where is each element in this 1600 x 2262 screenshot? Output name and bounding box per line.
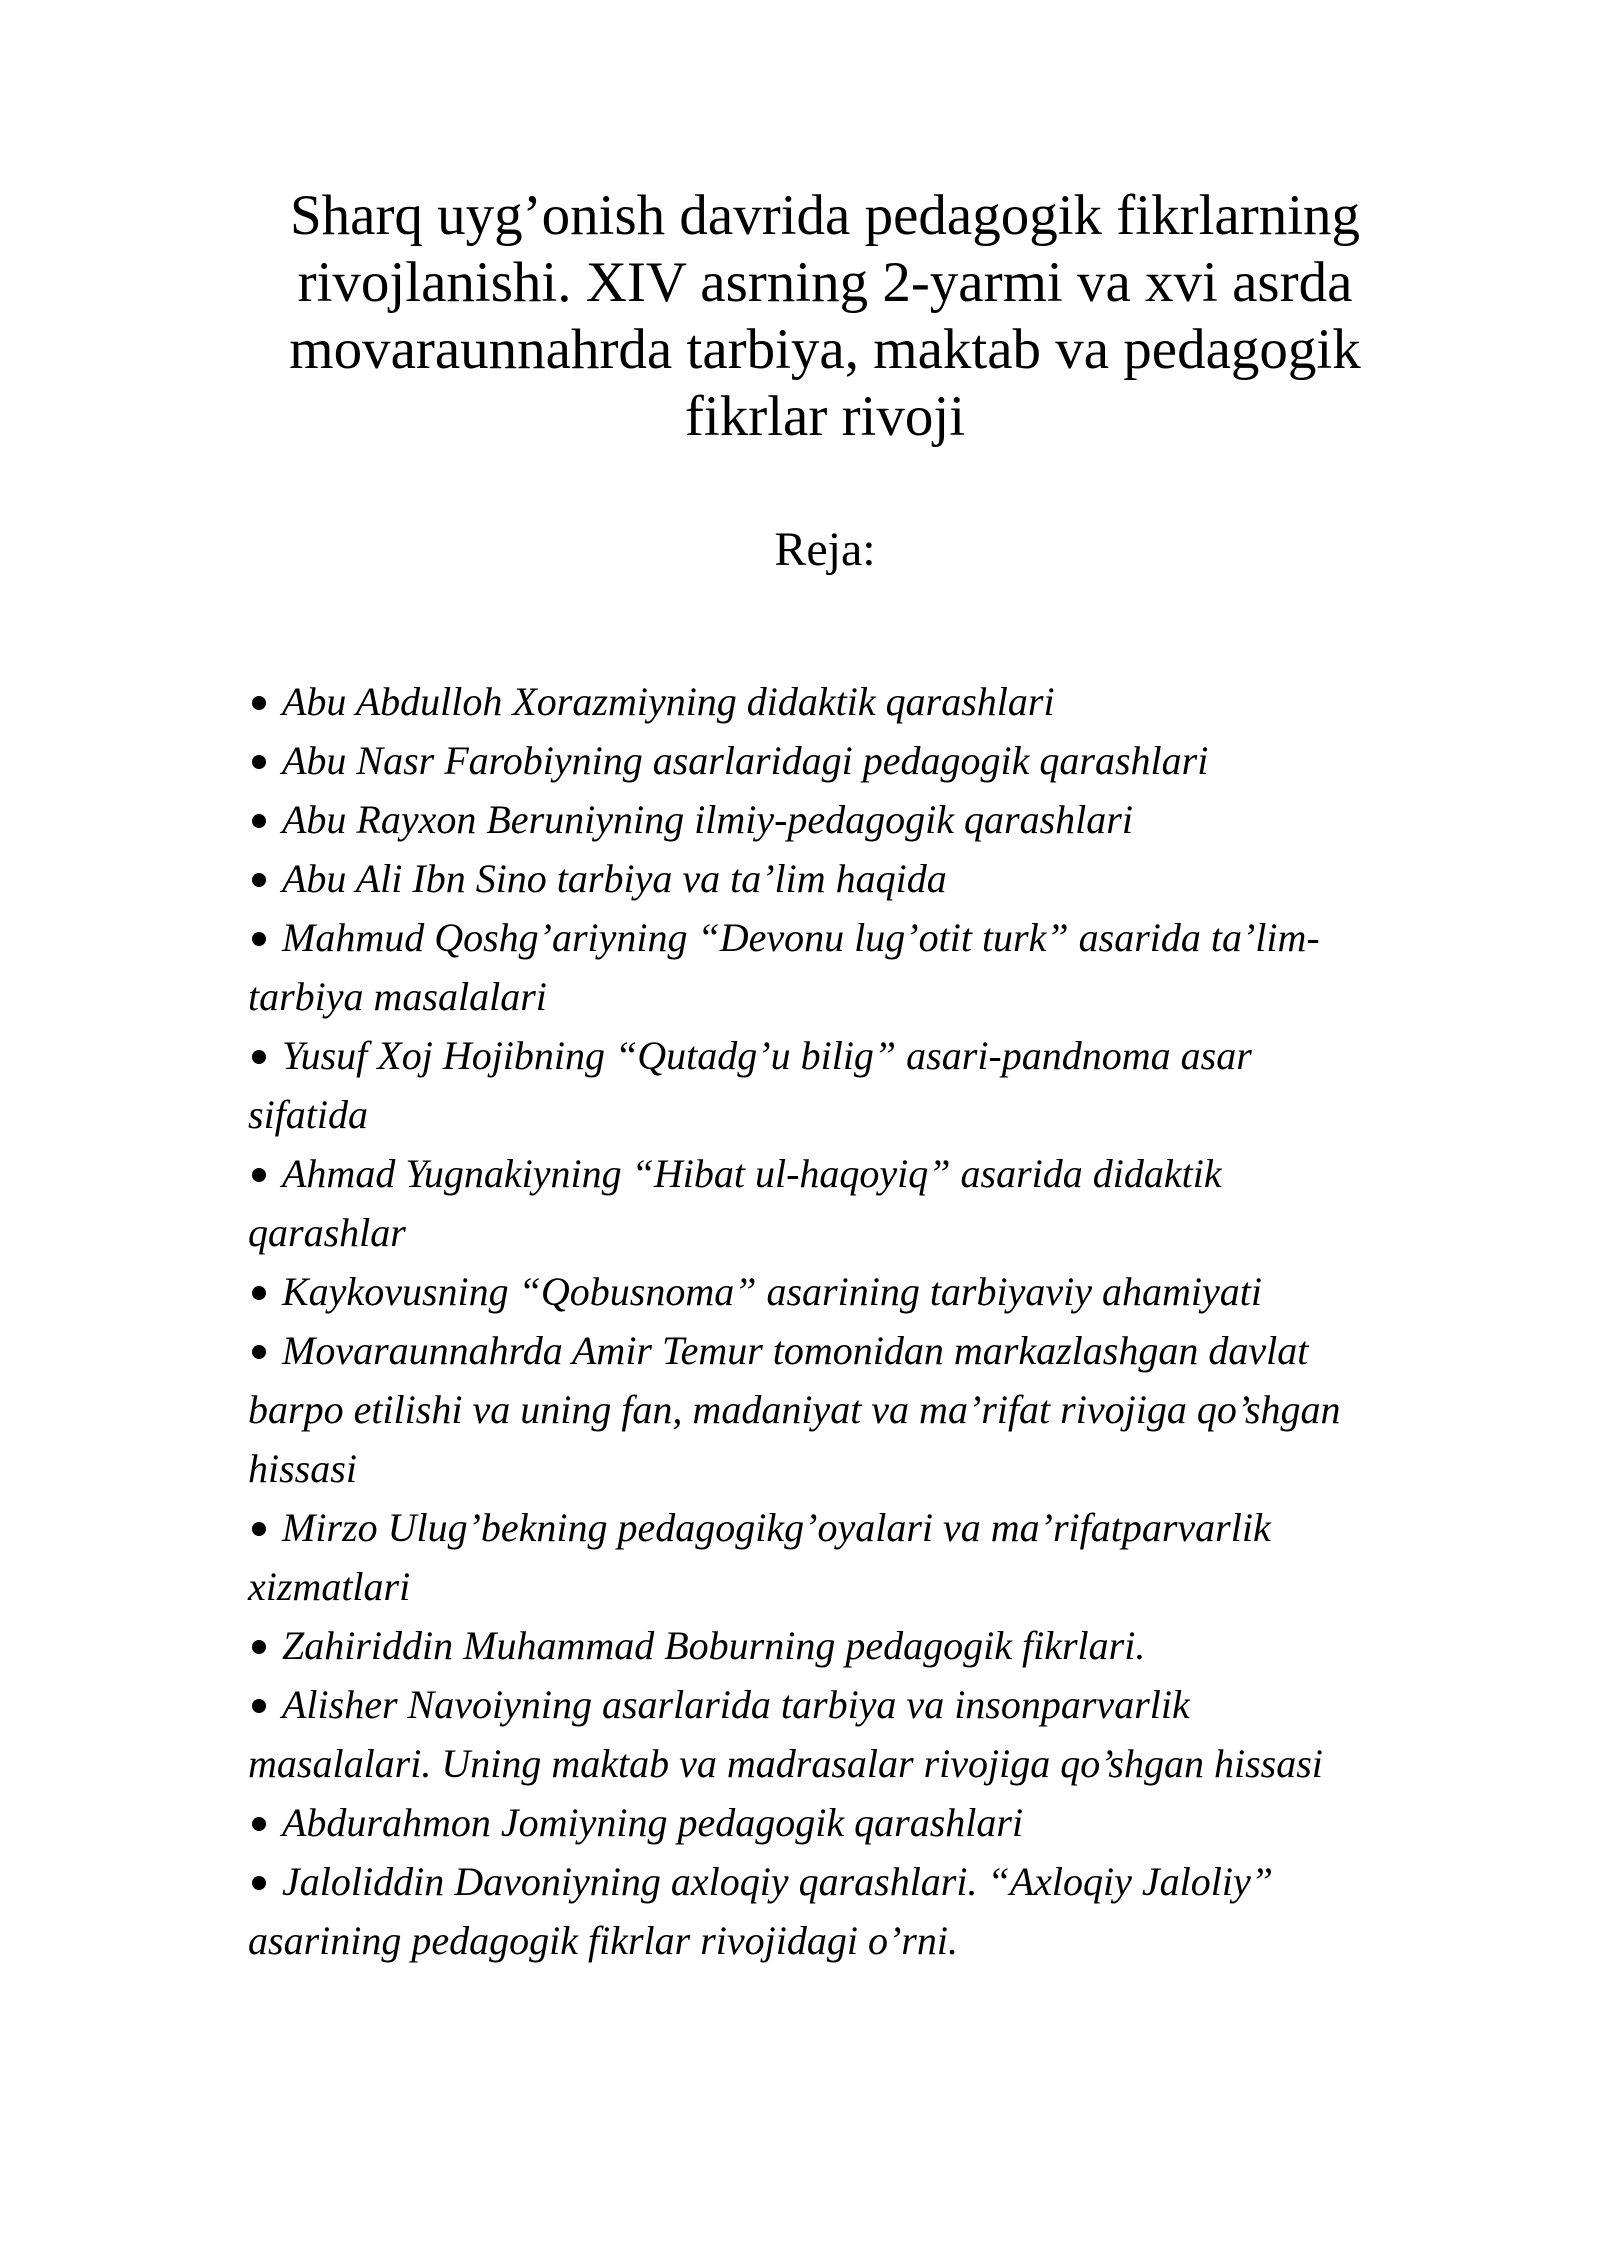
plan-item-text: Alisher Navoiyning asarlarida tarbiya va insonparvarlik masalalari. Uning maktab va madrasalar rivojiga qo’shgan hissasi [248, 1682, 1323, 1786]
plan-item [248, 1852, 1478, 1970]
plan-item [248, 1498, 1478, 1616]
plan-item-text: Abu Ali Ibn Sino tarbiya va ta’lim haqida [282, 856, 947, 901]
bullet-icon [252, 755, 266, 769]
bullet-icon [252, 696, 266, 710]
plan-item [248, 731, 1478, 790]
plan-item-text: Mirzo Ulug’bekning pedagogikg’oyalari va ma’rifatparvarlik xizmatlari [248, 1505, 1271, 1609]
plan-item-text: Yusuf Xoj Hojibning “Qutadg’u bilig” asari-pandnoma asar sifatida [248, 1033, 1252, 1137]
plan-item [248, 908, 1478, 1026]
bullet-icon [252, 1168, 266, 1182]
bullet-icon [252, 1286, 266, 1300]
plan-item [248, 672, 1478, 731]
plan-item-text: Jaloliddin Davoniyning axloqiy qarashlari. “Axloqiy Jaloliy” asarining pedagogik fikrlar rivojidagi o’rni. [248, 1859, 1273, 1963]
plan-item [248, 1793, 1478, 1852]
document-title: Sharq uyg’onish davrida pedagogik fikrlarning rivojlanishi. XIV asrning 2-yarmi va xvi asrda movaraunnahrda tarbiya, maktab va pedagogik fikrlar rivoji [289, 184, 1361, 448]
plan-item-text: Abu Rayxon Beruniyning ilmiy-pedagogik qarashlari [282, 797, 1133, 842]
bullet-icon [252, 1345, 266, 1359]
plan-item-text: Ahmad Yugnakiyning “Hibat ul-haqoyiq” asarida didaktik qarashlar [248, 1151, 1222, 1255]
plan-item-text: Zahiriddin Muhammad Boburning pedagogik fikrlari. [282, 1623, 1146, 1668]
bullet-icon [252, 814, 266, 828]
plan-item-text: Movaraunnahrda Amir Temur tomonidan markazlashgan davlat barpo etilishi va uning fan, madaniyat va ma’rifat rivojiga qo’shgan hissasi [248, 1328, 1341, 1491]
plan-list [248, 672, 1478, 1970]
plan-item [248, 1321, 1478, 1498]
bullet-icon [252, 1699, 266, 1713]
plan-item [248, 1616, 1478, 1675]
bullet-icon [252, 1522, 266, 1536]
bullet-icon [252, 1050, 266, 1064]
bullet-icon [252, 1817, 266, 1831]
plan-heading: Reja: [774, 523, 876, 576]
bullet-icon [252, 873, 266, 887]
bullet-icon [252, 932, 266, 946]
bullet-icon [252, 1640, 266, 1654]
plan-item [248, 1144, 1478, 1262]
plan-item-text: Abu Abdulloh Xorazmiyning didaktik qarashlari [282, 679, 1055, 724]
plan-item-text: Kaykovusning “Qobusnoma” asarining tarbiyaviy ahamiyati [282, 1269, 1262, 1314]
plan-item [248, 790, 1478, 849]
plan-item-text: Mahmud Qoshg’ariyning “Devonu lug’otit turk” asarida ta’lim- tarbiya masalalari [248, 915, 1320, 1019]
plan-item [248, 849, 1478, 908]
plan-item-text: Abu Nasr Farobiyning asarlaridagi pedagogik qarashlari [282, 738, 1209, 783]
plan-item [248, 1675, 1478, 1793]
plan-item-text: Abdurahmon Jomiyning pedagogik qarashlari [282, 1800, 1024, 1845]
plan-item [248, 1026, 1478, 1144]
plan-item [248, 1262, 1478, 1321]
bullet-icon [252, 1876, 266, 1890]
